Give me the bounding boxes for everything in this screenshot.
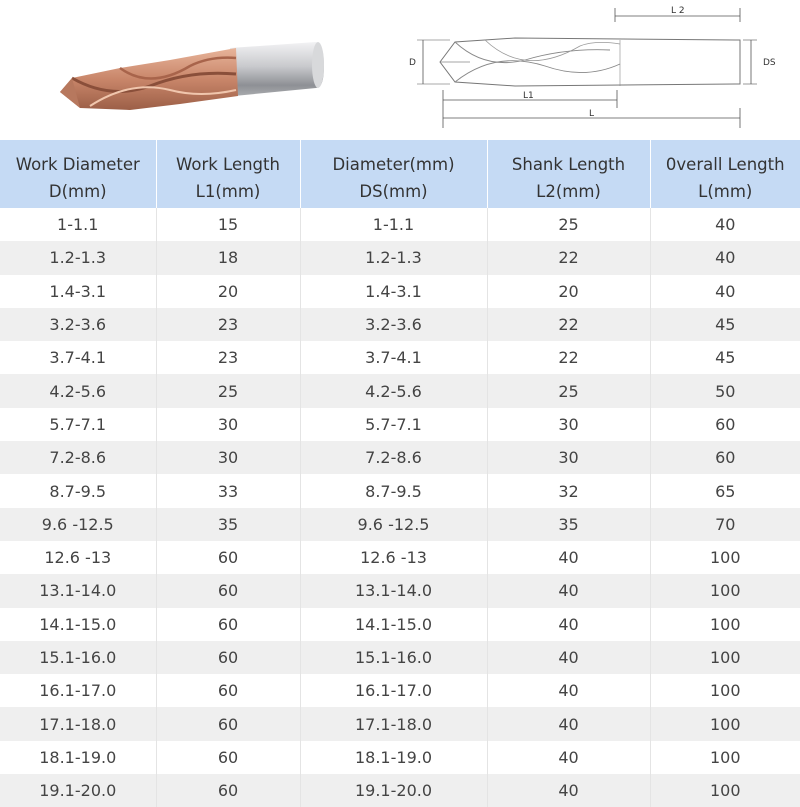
cell-overall-length: 100 xyxy=(650,774,800,807)
table-row xyxy=(0,408,800,441)
cell-shank-length: 25 xyxy=(487,208,650,241)
cell-diameter: 18.1-19.0 xyxy=(300,741,487,774)
cell-work-diameter: 15.1-16.0 xyxy=(0,641,156,674)
cell-overall-length: 65 xyxy=(650,474,800,507)
cell-diameter: 3.7-4.1 xyxy=(300,341,487,374)
cell-work-diameter: 19.1-20.0 xyxy=(0,774,156,807)
cell-work-diameter: 5.7-7.1 xyxy=(0,408,156,441)
cell-work-length: 35 xyxy=(156,508,300,541)
cell-diameter: 1.4-3.1 xyxy=(300,275,487,308)
cell-work-length: 60 xyxy=(156,641,300,674)
cell-diameter: 8.7-9.5 xyxy=(300,474,487,507)
table-row xyxy=(0,241,800,274)
cell-overall-length: 100 xyxy=(650,674,800,707)
cell-shank-length: 40 xyxy=(487,541,650,574)
table-row xyxy=(0,707,800,740)
cell-work-length: 60 xyxy=(156,608,300,641)
specification-table xyxy=(0,140,800,807)
header-work-diameter-unit: D(mm) xyxy=(0,174,156,208)
cell-work-length: 30 xyxy=(156,441,300,474)
drill-dimension-drawing xyxy=(395,0,795,138)
table-row xyxy=(0,208,800,241)
table-row xyxy=(0,275,800,308)
cell-overall-length: 100 xyxy=(650,641,800,674)
cell-diameter: 1-1.1 xyxy=(300,208,487,241)
header-overall-length-unit: L(mm) xyxy=(650,174,800,208)
cell-work-length: 23 xyxy=(156,341,300,374)
table-row xyxy=(0,374,800,407)
table-row xyxy=(0,441,800,474)
label-l1: L1 xyxy=(523,91,534,101)
cell-shank-length: 40 xyxy=(487,608,650,641)
label-l2: L 2 xyxy=(671,6,685,16)
cell-overall-length: 70 xyxy=(650,508,800,541)
cell-work-length: 60 xyxy=(156,774,300,807)
label-l: L xyxy=(589,109,595,119)
cell-work-diameter: 7.2-8.6 xyxy=(0,441,156,474)
cell-work-length: 60 xyxy=(156,707,300,740)
header-shank-length-unit: L2(mm) xyxy=(487,174,650,208)
cell-overall-length: 40 xyxy=(650,275,800,308)
cell-overall-length: 100 xyxy=(650,707,800,740)
cell-shank-length: 22 xyxy=(487,341,650,374)
cell-shank-length: 40 xyxy=(487,774,650,807)
cell-work-length: 15 xyxy=(156,208,300,241)
cell-work-diameter: 9.6 -12.5 xyxy=(0,508,156,541)
cell-overall-length: 100 xyxy=(650,741,800,774)
table-row xyxy=(0,641,800,674)
cell-shank-length: 30 xyxy=(487,441,650,474)
header-diameter-unit: DS(mm) xyxy=(300,174,487,208)
cell-work-length: 23 xyxy=(156,308,300,341)
cell-work-length: 60 xyxy=(156,541,300,574)
table-row xyxy=(0,574,800,607)
label-ds: DS xyxy=(763,58,776,68)
header-diameter: Diameter(mm) xyxy=(300,140,487,174)
cell-work-diameter: 4.2-5.6 xyxy=(0,374,156,407)
cell-work-length: 18 xyxy=(156,241,300,274)
table-row xyxy=(0,341,800,374)
cell-work-diameter: 3.7-4.1 xyxy=(0,341,156,374)
cell-shank-length: 25 xyxy=(487,374,650,407)
table-row xyxy=(0,674,800,707)
product-header xyxy=(0,0,800,138)
cell-shank-length: 40 xyxy=(487,674,650,707)
cell-shank-length: 40 xyxy=(487,641,650,674)
cell-shank-length: 40 xyxy=(487,574,650,607)
cell-overall-length: 45 xyxy=(650,341,800,374)
table-row xyxy=(0,508,800,541)
cell-overall-length: 100 xyxy=(650,608,800,641)
cell-work-length: 25 xyxy=(156,374,300,407)
cell-shank-length: 30 xyxy=(487,408,650,441)
cell-work-diameter: 16.1-17.0 xyxy=(0,674,156,707)
cell-work-diameter: 14.1-15.0 xyxy=(0,608,156,641)
cell-diameter: 19.1-20.0 xyxy=(300,774,487,807)
cell-overall-length: 60 xyxy=(650,441,800,474)
cell-shank-length: 20 xyxy=(487,275,650,308)
cell-overall-length: 60 xyxy=(650,408,800,441)
cell-work-length: 20 xyxy=(156,275,300,308)
cell-overall-length: 40 xyxy=(650,241,800,274)
cell-work-length: 60 xyxy=(156,741,300,774)
cell-diameter: 7.2-8.6 xyxy=(300,441,487,474)
cell-work-length: 30 xyxy=(156,408,300,441)
table-row xyxy=(0,741,800,774)
cell-overall-length: 50 xyxy=(650,374,800,407)
cell-work-diameter: 18.1-19.0 xyxy=(0,741,156,774)
cell-diameter: 9.6 -12.5 xyxy=(300,508,487,541)
cell-shank-length: 22 xyxy=(487,241,650,274)
header-overall-length: 0verall Length xyxy=(650,140,800,174)
cell-overall-length: 100 xyxy=(650,541,800,574)
cell-work-length: 33 xyxy=(156,474,300,507)
cell-work-length: 60 xyxy=(156,674,300,707)
cell-work-diameter: 1.4-3.1 xyxy=(0,275,156,308)
cell-work-diameter: 8.7-9.5 xyxy=(0,474,156,507)
cell-shank-length: 40 xyxy=(487,707,650,740)
cell-work-diameter: 3.2-3.6 xyxy=(0,308,156,341)
cell-diameter: 1.2-1.3 xyxy=(300,241,487,274)
cell-overall-length: 45 xyxy=(650,308,800,341)
table-body xyxy=(0,208,800,807)
cell-overall-length: 100 xyxy=(650,574,800,607)
cell-work-diameter: 12.6 -13 xyxy=(0,541,156,574)
table-row xyxy=(0,541,800,574)
cell-diameter: 3.2-3.6 xyxy=(300,308,487,341)
cell-work-diameter: 1-1.1 xyxy=(0,208,156,241)
table-header xyxy=(0,140,800,208)
cell-work-length: 60 xyxy=(156,574,300,607)
table-row xyxy=(0,608,800,641)
cell-diameter: 16.1-17.0 xyxy=(300,674,487,707)
cell-shank-length: 22 xyxy=(487,308,650,341)
cell-shank-length: 32 xyxy=(487,474,650,507)
cell-diameter: 12.6 -13 xyxy=(300,541,487,574)
table-row xyxy=(0,474,800,507)
cell-work-diameter: 1.2-1.3 xyxy=(0,241,156,274)
cell-diameter: 17.1-18.0 xyxy=(300,707,487,740)
cell-shank-length: 40 xyxy=(487,741,650,774)
cell-work-diameter: 13.1-14.0 xyxy=(0,574,156,607)
cell-overall-length: 40 xyxy=(650,208,800,241)
cell-diameter: 15.1-16.0 xyxy=(300,641,487,674)
header-work-length-unit: L1(mm) xyxy=(156,174,300,208)
drill-bit-photo xyxy=(50,30,335,125)
table-row xyxy=(0,774,800,807)
cell-shank-length: 35 xyxy=(487,508,650,541)
cell-diameter: 4.2-5.6 xyxy=(300,374,487,407)
header-work-length: Work Length xyxy=(156,140,300,174)
table-row xyxy=(0,308,800,341)
header-shank-length: Shank Length xyxy=(487,140,650,174)
cell-diameter: 5.7-7.1 xyxy=(300,408,487,441)
cell-diameter: 14.1-15.0 xyxy=(300,608,487,641)
cell-diameter: 13.1-14.0 xyxy=(300,574,487,607)
label-d: D xyxy=(409,58,416,68)
cell-work-diameter: 17.1-18.0 xyxy=(0,707,156,740)
header-work-diameter: Work Diameter xyxy=(0,140,156,174)
